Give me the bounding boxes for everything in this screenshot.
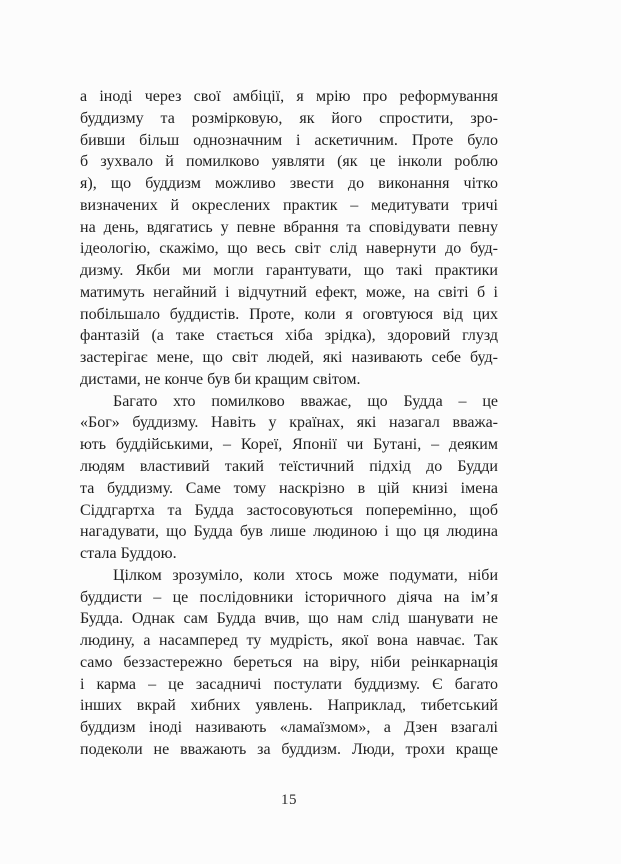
text-line: інших вкрай хибних уявлень. Наприклад, тибетський <box>80 697 498 715</box>
paragraph <box>80 86 498 391</box>
text-line: буддизму та розмірковую, як його спростити, зро- <box>80 109 498 127</box>
text-line: нагадувати, що Будда був лише людиною і що ця людина <box>80 523 498 541</box>
text-line: бивши більш однозначним і аскетичним. Проте було <box>80 131 498 149</box>
text-line: дистами, не конче був би кращим світом. <box>80 370 361 388</box>
page-number: 15 <box>281 792 297 808</box>
paragraph <box>80 565 498 761</box>
text-line: подеколи не вважають за буддизм. Люди, трохи краще <box>80 740 498 758</box>
text-line: побільшало буддистів. Проте, коли я оговтуюся від цих <box>80 305 498 323</box>
text-line: буддизм іноді називають «ламаїзмом», а Дзен взагалі <box>80 719 498 737</box>
text-line: Цілком зрозуміло, коли хтось може подумати, ніби <box>113 566 498 584</box>
text-line: людину, а насамперед ту мудрість, якої вона навчає. Так <box>80 632 498 650</box>
paragraph <box>80 391 498 565</box>
text-line: Будда. Однак сам Будда вчив, що нам слід шанувати не <box>80 610 498 628</box>
text-line: дизму. Якби ми могли гарантувати, що такі практики <box>80 262 498 280</box>
text-line: визначених й окреслених практик – медитувати тричі <box>80 196 498 214</box>
text-line: само беззастережно береться на віру, ніби реінкарнація <box>80 653 498 671</box>
text-line: а іноді через свої амбіції, я мрію про реформування <box>80 88 498 105</box>
text-line: застерігає мене, що світ людей, які називають себе буд- <box>80 349 498 367</box>
text-line: фантазій (а таке стається хіба зрідка), здоровий глузд <box>80 327 498 345</box>
text-line: матимуть негайний і відчутний ефект, може, на світі б і <box>80 283 498 301</box>
text-line: б зухвало й помилково уявляти (як це інколи роблю <box>80 153 498 171</box>
text-line: на день, вдягатись у певне вбрання та сповідувати певну <box>80 218 498 236</box>
text-line: «Бог» буддизму. Навіть у країнах, які назагал вважа- <box>80 414 498 432</box>
text-line: ідеологію, скажімо, що весь світ слід навернути до буд- <box>80 240 498 258</box>
text-line: ють буддійськими, – Кореї, Японії чи Бутані, – деяким <box>80 436 498 454</box>
text-line: людям властивий такий теїстичний підхід до Будди <box>80 458 498 476</box>
text-line: Багато хто помилково вважає, що Будда – це <box>113 392 498 410</box>
body-text <box>80 86 498 761</box>
text-line: я), що буддизм можливо звести до виконання чітко <box>80 175 498 193</box>
text-line: буддисти – це послідовники історичного діяча на ім’я <box>80 588 498 606</box>
text-line: і карма – це засадничі постулати буддизму. Є багато <box>80 675 498 693</box>
text-line: стала Буддою. <box>80 545 177 563</box>
text-line: та буддизму. Саме тому наскрізно в цій книзі імена <box>80 479 498 497</box>
text-line: Сіддгартха та Будда застосовуються поперемінно, щоб <box>80 501 498 519</box>
